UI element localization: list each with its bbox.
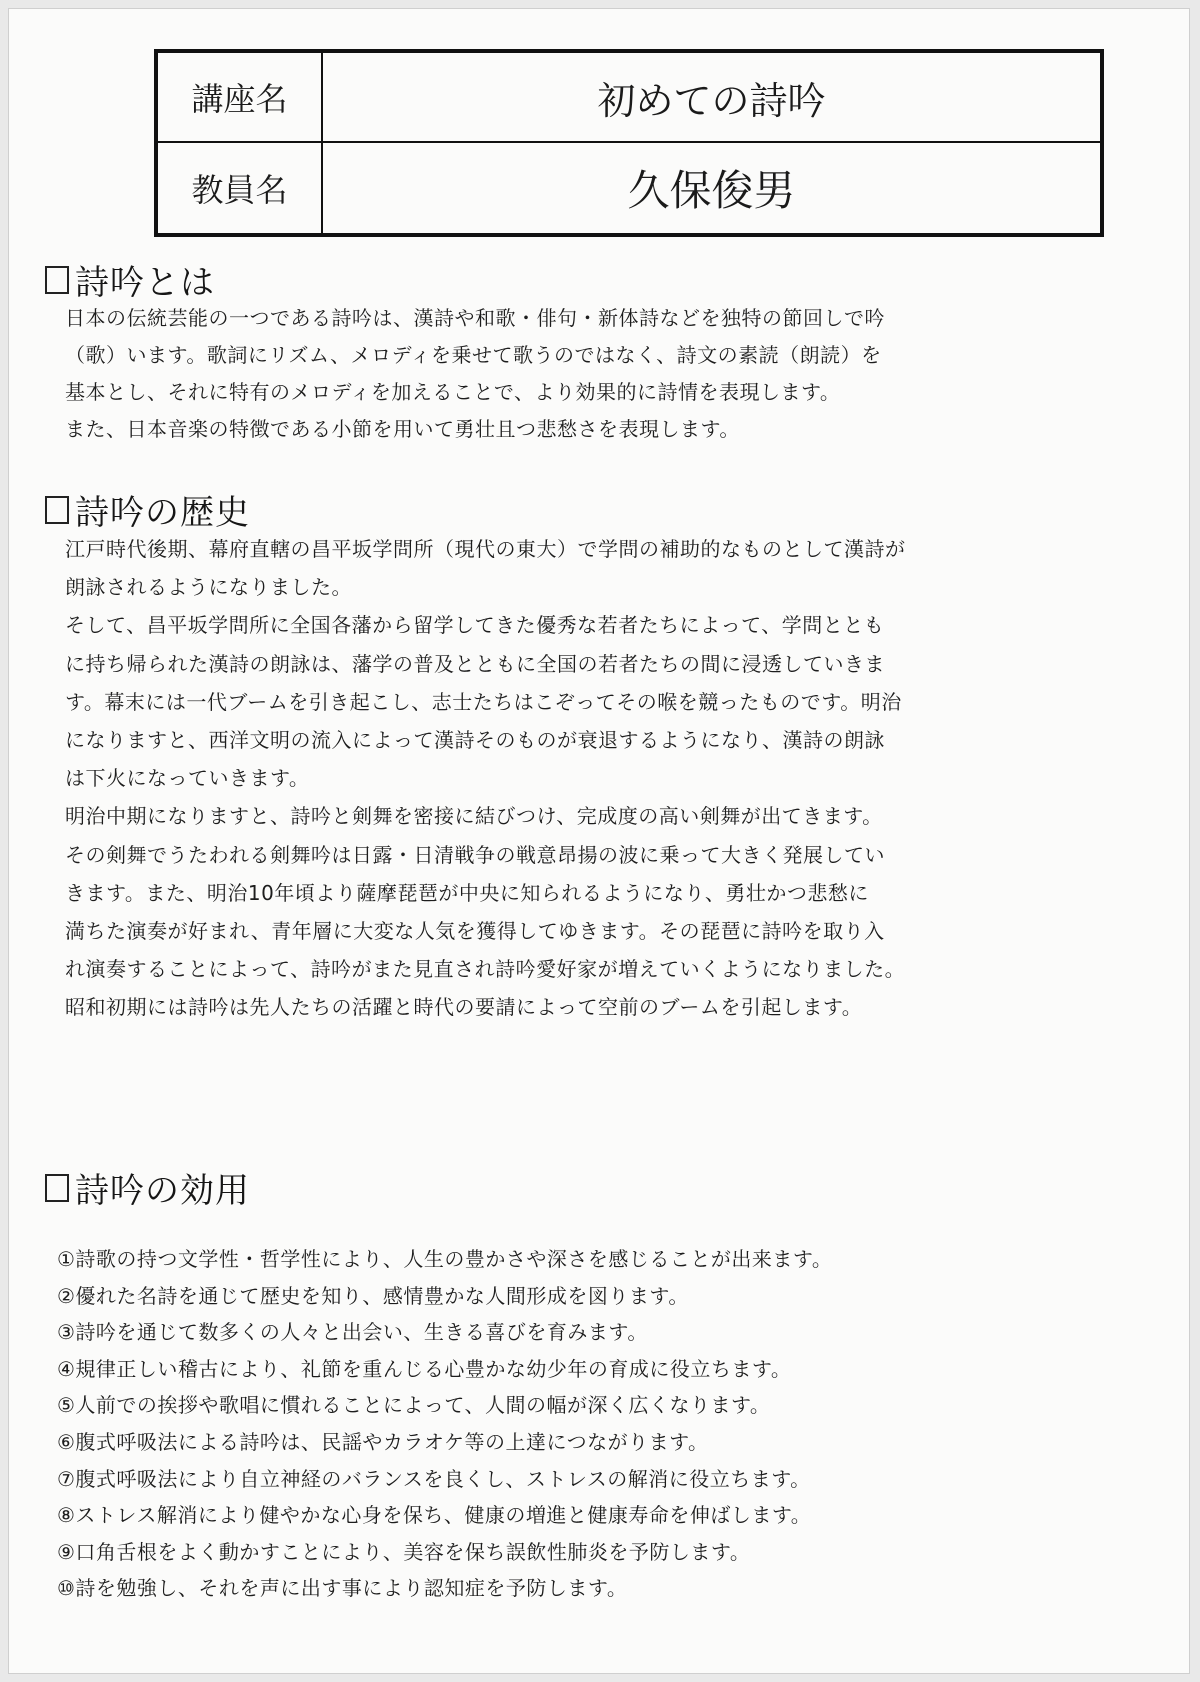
section-heading-about-text: 詩吟とは <box>75 263 215 303</box>
list-item: ⑩詩を勉強し、それを声に出す事により認知症を予防します。 <box>57 1576 628 1601</box>
course-info-table <box>154 49 1104 237</box>
list-item: ④規律正しい稽古により、礼節を重んじる心豊かな幼少年の育成に役立ちます。 <box>57 1356 792 1381</box>
checkbox-icon <box>45 266 69 294</box>
teacher-name-label: 教員名 <box>158 143 323 233</box>
section-heading-about <box>45 255 215 304</box>
section-heading-benefits <box>45 1163 250 1212</box>
checkbox-icon <box>45 496 69 524</box>
about-paragraph-2: また、日本音楽の特徴である小節を用いて勇壮且つ悲愁さを表現します。 <box>65 417 740 441</box>
section-heading-history-text: 詩吟の歴史 <box>75 493 250 533</box>
teacher-name-value: 久保俊男 <box>627 166 796 215</box>
section-heading-benefits-text: 詩吟の効用 <box>75 1171 250 1211</box>
list-item: ⑥腹式呼吸法による詩吟は、民謡やカラオケ等の上達につながります。 <box>57 1429 709 1454</box>
list-item: ①詩歌の持つ文学性・哲学性により、人生の豊かさや深さを感じることが出来ます。 <box>57 1247 833 1271</box>
list-item: ⑦腹式呼吸法により自立神経のバランスを良くし、ストレスの解消に役立ちます。 <box>57 1466 811 1491</box>
document-page <box>8 8 1190 1674</box>
history-paragraph-3: 明治中期になりますと、詩吟と剣舞を密接に結びつけ、完成度の高い剣舞が出てきます。 その剣舞でうたわれる剣舞吟は日露・日清戦争の戦意昂揚の波に乗って大きく発展してい きます。また、明治10年頃より薩摩琵琶が中央に知られるようになり、勇壮かつ悲愁に 満ちた演奏が好まれ、青年層に大変な人気を獲得してゆきます。その琵琶に詩吟を取り入 れ演奏することによって、詩吟がまた見直され詩吟愛好家が増えていくようになりました。 <box>65 804 906 982</box>
list-item: ⑨口角舌根をよく動かすことにより、美容を保ち誤飲性肺炎を予防します。 <box>57 1539 751 1564</box>
history-text-block <box>65 530 1145 1027</box>
about-paragraph-1: 日本の伝統芸能の一つである詩吟は、漢詩や和歌・俳句・新体詩などを独特の節回しで吟 （歌）います。歌詞にリズム、メロディを乗せて歌うのではなく、詩文の素読（朗読）を 基本とし、それに特有のメロディを加えることで、より効果的に詩情を表現します。 <box>65 306 885 404</box>
about-text-block <box>65 300 1145 448</box>
history-paragraph-4: 昭和初期には詩吟は先人たちの活躍と時代の要請によって空前のブームを引起します。 <box>65 995 863 1020</box>
checkbox-icon <box>45 1174 69 1202</box>
course-name-label: 講座名 <box>158 53 323 143</box>
section-heading-history <box>45 485 250 534</box>
list-item: ⑤人前での挨拶や歌唱に慣れることによって、人間の幅が深く広くなります。 <box>57 1393 771 1418</box>
benefits-list <box>57 1241 1137 1607</box>
history-paragraph-2: そして、昌平坂学問所に全国各藩から留学してきた優秀な若者たちによって、学問ととも に持ち帰られた漢詩の朗詠は、藩学の普及とともに全国の若者たちの間に浸透していきま す。幕末には一代ブームを引き起こし、志士たちはこぞってその喉を競ったものです。明治 になりますと、西洋文明の流入によって漢詩そのものが衰退するようになり、漢詩の朗詠 は下火になっていきます。 <box>65 613 902 791</box>
list-item: ③詩吟を通じて数多くの人々と出会い、生きる喜びを育みます。 <box>57 1320 648 1345</box>
history-paragraph-1: 江戸時代後期、幕府直轄の昌平坂学問所（現代の東大）で学問の補助的なものとして漢詩が 朗詠されるようになりました。 <box>65 537 906 600</box>
list-item: ②優れた名詩を通じて歴史を知り、感情豊かな人間形成を図ります。 <box>57 1283 689 1308</box>
list-item: ⑧ストレス解消により健やかな心身を保ち、健康の増進と健康寿命を伸ばします。 <box>57 1503 812 1528</box>
course-name-value: 初めての詩吟 <box>323 53 1100 143</box>
